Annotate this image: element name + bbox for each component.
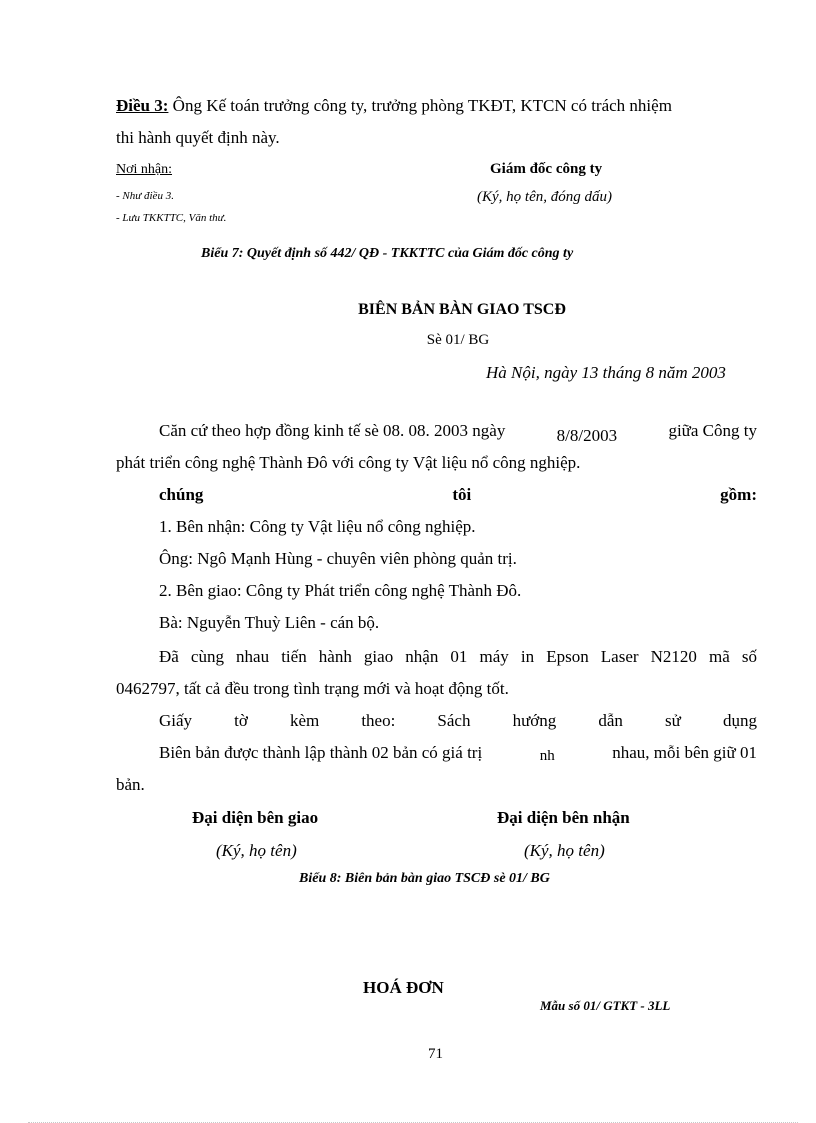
recipients-item-2: - Lưu TKKTTC, Văn thư. — [116, 212, 227, 224]
para1-line1 — [159, 421, 757, 445]
attach-word-3: kèm — [289, 711, 320, 730]
we-word-3: gồm: — [720, 485, 757, 504]
copies-text-a: Biên bản được thành lập thành 02 bản có giá trị — [159, 743, 483, 762]
para1-text-b: giữa Công ty — [668, 421, 757, 440]
attach-word-2: tờ — [234, 711, 248, 730]
article3-label: Điều 3: — [116, 96, 169, 115]
caption-8: Biểu 8: Biên bản bàn giao TSCĐ sè 01/ BG — [299, 871, 550, 886]
copies-line2: bản. — [116, 775, 145, 794]
copies-line1 — [159, 743, 757, 763]
attach-word-8: sử — [665, 711, 681, 730]
handover-line2: 0462797, tất cả đều trong tình trạng mới và hoạt động tốt. — [116, 679, 509, 698]
para1-text-a: Căn cứ theo hợp đồng kinh tế sè 08. 08. 2003 ngày — [159, 421, 506, 440]
page-number: 71 — [428, 1046, 443, 1062]
place-date: Hà Nội, ngày 13 tháng 8 năm 2003 — [486, 363, 726, 382]
we-word-2: tôi — [452, 485, 472, 504]
minutes-number: Sè 01/ BG — [426, 332, 490, 348]
giver-party: 2. Bên giao: Công ty Phát triển công nghệ Thành Đô. — [159, 581, 522, 600]
attach-word-7: dẫn — [598, 711, 623, 730]
receiver-person: Ông: Ngô Mạnh Hùng - chuyên viên phòng quản trị. — [159, 549, 517, 568]
sign-giver: (Ký, họ tên) — [216, 841, 297, 860]
caption-7: Biểu 7: Quyết định số 442/ QĐ - TKKTTC của Giám đốc công ty — [201, 246, 574, 261]
handover-line1 — [159, 647, 757, 667]
director-signature-note: (Ký, họ tên, đóng dấu) — [477, 189, 612, 205]
giver-person: Bà: Nguyễn Thuỳ Liên - cán bộ. — [159, 613, 380, 632]
director-title: Giám đốc công ty — [490, 161, 603, 177]
receiver-party: 1. Bên nhận: Công ty Vật liệu nổ công nghiệp. — [159, 517, 476, 536]
copies-text-b: nhau, mỗi bên giữ 01 — [612, 743, 757, 762]
rep-giver: Đại diện bên giao — [192, 808, 319, 827]
we-consist-line — [159, 485, 757, 505]
recipients-item-1: - Như điều 3. — [116, 190, 174, 202]
invoice-title: HOÁ ĐƠN — [363, 978, 444, 997]
we-word-1: chúng — [159, 485, 204, 504]
attach-word-5: Sách — [437, 711, 471, 730]
attach-word-4: theo: — [361, 711, 396, 730]
article3-text: Ông Kế toán trưởng công ty, trưởng phòng TKĐT, KTCN có trách nhiệm — [168, 96, 672, 115]
attach-word-1: Giấy — [159, 711, 193, 730]
handover-text-1: Đã cùng nhau tiến hành giao nhận 01 máy in Epson Laser N2120 mã số — [159, 647, 757, 666]
article3-line1 — [116, 96, 672, 116]
rep-receiver: Đại diện bên nhận — [497, 808, 630, 827]
article3-line2: thi hành quyết định này. — [116, 128, 280, 147]
invoice-form-number: Mẫu số 01/ GTKT - 3LL — [540, 998, 671, 1013]
attachments-line — [159, 711, 757, 731]
attach-word-9: dụng — [722, 711, 757, 730]
contract-date: 8/8/2003 — [556, 426, 618, 445]
attach-word-6: hướng — [512, 711, 557, 730]
sign-receiver: (Ký, họ tên) — [524, 841, 605, 860]
para1-line2: phát triển công nghệ Thành Đô với công ty Vật liệu nổ công nghiệp. — [116, 453, 581, 472]
recipients-heading: Nơi nhận: — [116, 162, 173, 177]
copies-text-mid: nh — [539, 748, 555, 764]
minutes-title: BIÊN BẢN BÀN GIAO TSCĐ — [358, 301, 566, 318]
